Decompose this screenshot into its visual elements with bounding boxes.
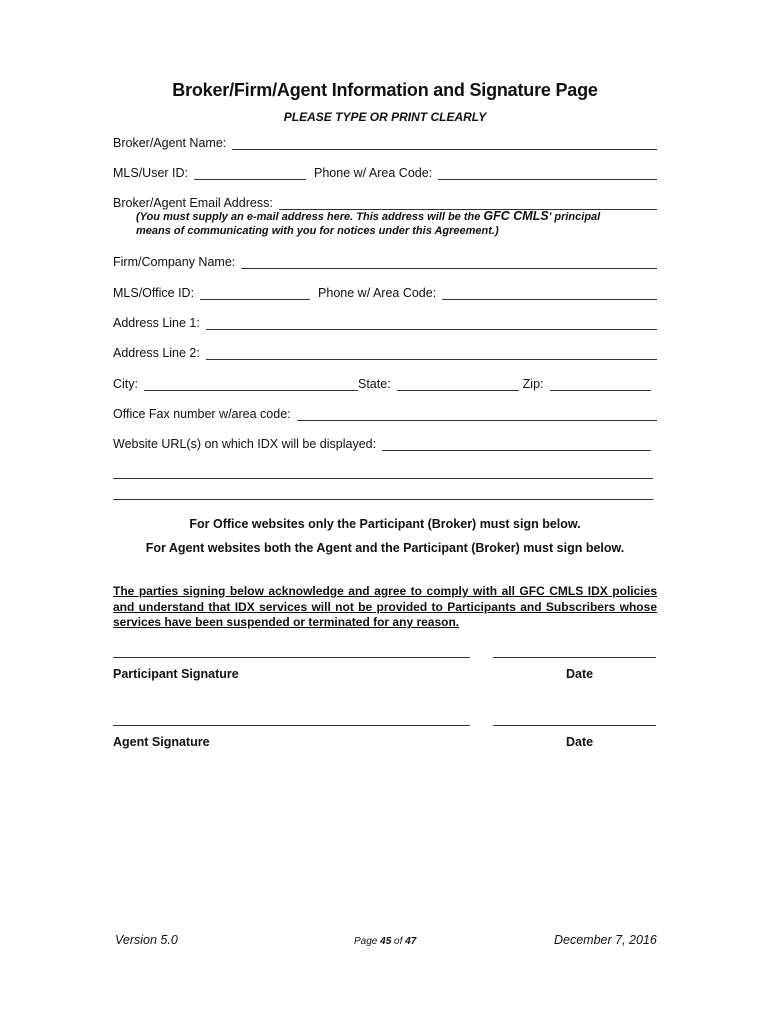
page-subtitle: PLEASE TYPE OR PRINT CLEARLY (283, 110, 487, 124)
city-field[interactable] (144, 378, 358, 391)
phone-label: Phone w/ Area Code: (314, 166, 433, 180)
broker-agent-name-field[interactable] (232, 137, 657, 150)
agent-signature-line[interactable] (113, 725, 470, 726)
mls-user-id-label: MLS/User ID: (113, 166, 189, 180)
website-urls-label: Website URL(s) on which IDX will be displayed: (113, 437, 377, 451)
acknowledgement-text: The parties signing below acknowledge and agree to comply with all GFC CMLS IDX policies and understand that IDX services will not be provided to Participants and Subscribers whose services have been suspended or terminated for any reason. (113, 584, 657, 629)
website-urls-extra-line-1[interactable] (113, 478, 653, 479)
broker-agent-name-label: Broker/Agent Name: (113, 136, 227, 150)
zip-label: Zip: (522, 377, 544, 391)
participant-signature-line[interactable] (113, 657, 470, 658)
footer-version: Version 5.0 (115, 933, 178, 947)
state-label: State: (358, 377, 391, 391)
email-note (136, 209, 600, 238)
mls-office-id-label: MLS/Office ID: (113, 286, 195, 300)
website-urls-field[interactable] (382, 438, 651, 451)
city-state-zip-row (113, 375, 657, 391)
office-fax-field[interactable] (297, 408, 657, 421)
participant-date-label: Date (566, 667, 594, 681)
email-note-line-1: (You must supply an e-mail address here. This address will be the GFC CMLS' principal (136, 209, 601, 223)
office-fax-label: Office Fax number w/area code: (113, 407, 291, 421)
participant-date-line[interactable] (493, 657, 656, 658)
website-urls-extra-line-2[interactable] (113, 499, 653, 500)
mls-user-id-field[interactable] (194, 167, 306, 180)
email-row (113, 194, 657, 210)
mls-user-phone-row (113, 164, 657, 180)
address-line-1-label: Address Line 1: (113, 316, 200, 330)
zip-field[interactable] (550, 378, 651, 391)
address-line-1-row (113, 314, 657, 330)
office-phone-label: Phone w/ Area Code: (318, 286, 437, 300)
state-field[interactable] (397, 378, 519, 391)
office-phone-field[interactable] (442, 287, 657, 300)
agent-signature-label: Agent Signature (113, 735, 210, 749)
email-note-line-2: means of communicating with you for notices under this Agreement.) (136, 225, 499, 237)
email-label: Broker/Agent Email Address: (113, 196, 273, 210)
mls-office-id-field[interactable] (200, 287, 310, 300)
firm-name-row (113, 253, 657, 269)
mls-office-phone-row (113, 284, 657, 300)
address-line-2-field[interactable] (206, 347, 657, 360)
phone-field[interactable] (438, 167, 657, 180)
broker-agent-name-row (113, 134, 657, 150)
website-urls-row (113, 435, 657, 451)
office-signing-instruction: For Office websites only the Participant (Broker) must sign below. (189, 517, 581, 531)
footer-date: December 7, 2016 (554, 933, 657, 947)
office-fax-row (113, 405, 657, 421)
address-line-2-label: Address Line 2: (113, 346, 200, 360)
participant-signature-label: Participant Signature (113, 667, 239, 681)
agent-date-label: Date (566, 735, 594, 749)
page-title: Broker/Firm/Agent Information and Signature Page (172, 80, 598, 100)
city-label: City: (113, 377, 138, 391)
footer-page-number: Page 45 of 47 (354, 936, 417, 947)
firm-name-field[interactable] (241, 256, 657, 269)
firm-name-label: Firm/Company Name: (113, 255, 236, 269)
agent-date-line[interactable] (493, 725, 656, 726)
agent-signing-instruction: For Agent websites both the Agent and the Participant (Broker) must sign below. (145, 541, 625, 555)
address-line-1-field[interactable] (206, 317, 657, 330)
address-line-2-row (113, 344, 657, 360)
